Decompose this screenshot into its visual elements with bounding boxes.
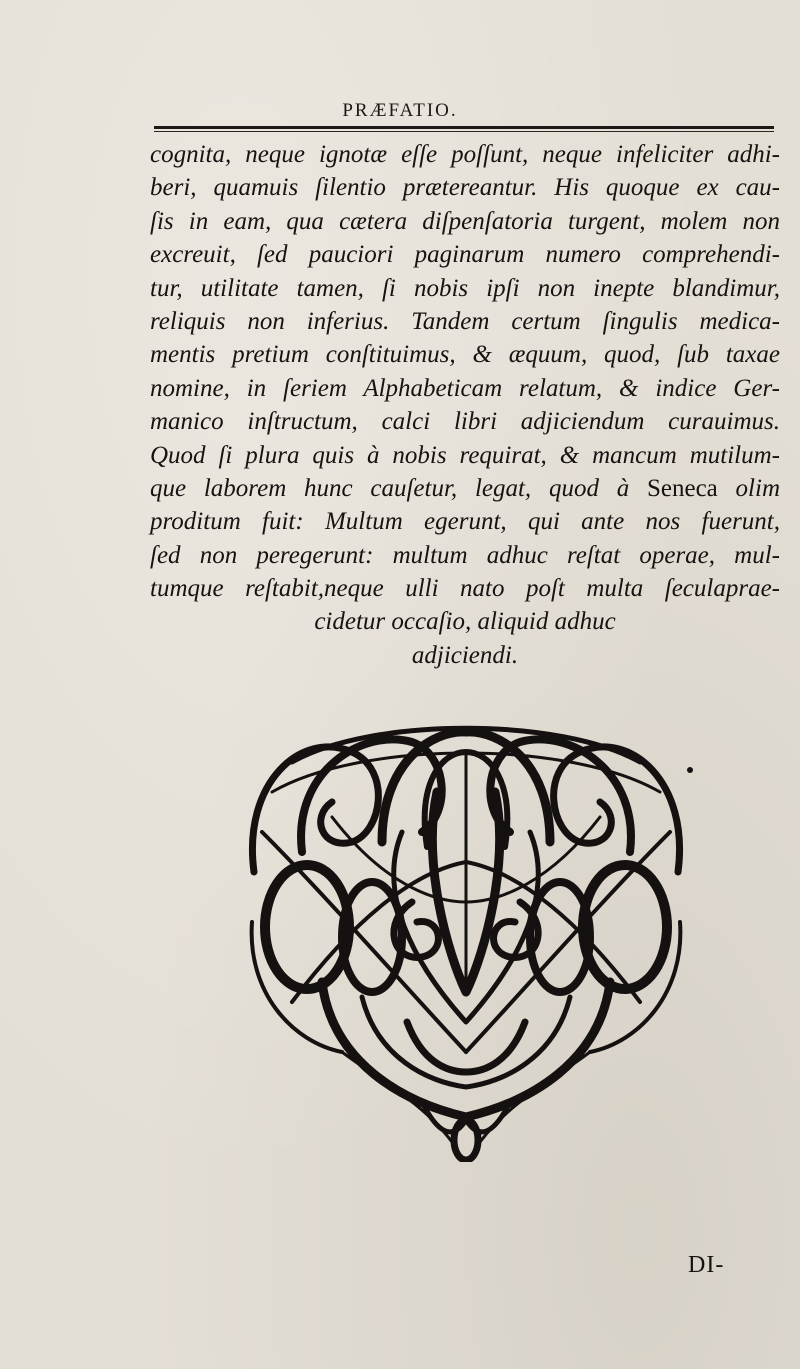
catchword: DI- bbox=[688, 1252, 725, 1278]
head-rule-thick bbox=[154, 126, 774, 129]
text-line: tur, utilitate tamen, ſi nobis ipſi non inepte blandimur, bbox=[150, 274, 780, 302]
closing-line: cidetur occaſio, aliquid adhuc bbox=[314, 608, 616, 636]
text-line: beri, quamuis ſilentio prætereantur. His quoque ex cau- bbox=[150, 174, 780, 202]
closing-line: adjiciendi. bbox=[411, 641, 519, 669]
text-line: Quod ſi plura quis à nobis requirat, & mancum mutilum- bbox=[150, 441, 780, 469]
preface-text bbox=[150, 138, 780, 672]
text-line-seneca bbox=[150, 472, 780, 505]
text-line: cognita, neque ignotæ eſſe poſſunt, neque infeliciter adhi- bbox=[150, 141, 780, 168]
text-line: nomine, in ſeriem Alphabeticam relatum, & indice Ger- bbox=[150, 374, 780, 402]
text-line-part: que laborem hunc cauſetur, legat, quod à bbox=[150, 474, 630, 502]
author-name-seneca: Seneca bbox=[646, 474, 718, 502]
text-line: excreuit, ſed pauciori paginarum numero comprehendi- bbox=[150, 241, 780, 269]
text-line: manico inſtructum, calci libri adjiciendum curauimus. bbox=[150, 408, 780, 436]
text-line: proditum fuit: Multum egerunt, qui ante nos fuerunt, bbox=[150, 508, 780, 536]
text-line: mentis pretium conſtituimus, & æquum, quod, ſub taxae bbox=[150, 341, 780, 369]
text-line: reliquis non inferius. Tandem certum ſingulis medica- bbox=[150, 307, 780, 335]
text-line-part: olim bbox=[735, 474, 780, 502]
calligraphic-flourish-ornament-icon bbox=[232, 722, 700, 1162]
text-line: ſis in eam, qua cætera diſpenſatoria turgent, molem non bbox=[150, 207, 780, 235]
text-line: tumque reſtabit,neque ulli nato poſt multa ſeculaprae- bbox=[150, 575, 780, 603]
head-rule-thin bbox=[154, 131, 774, 132]
running-head: PRÆFATIO. bbox=[342, 100, 458, 121]
text-line: ſed non peregerunt: multum adhuc reſtat operae, mul- bbox=[150, 541, 780, 569]
